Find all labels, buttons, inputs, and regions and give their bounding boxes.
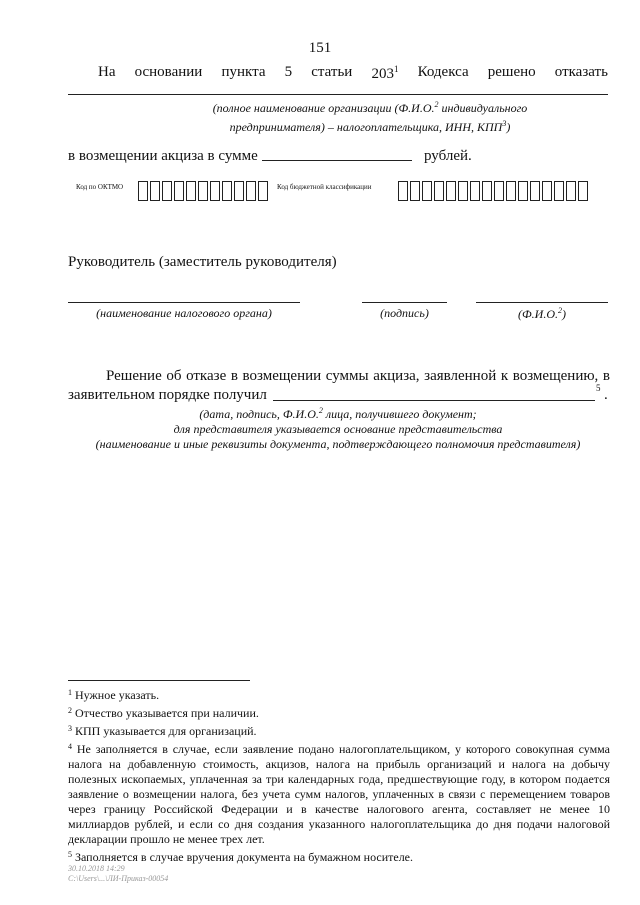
footnotes	[68, 685, 610, 865]
footnote-ref: 5	[596, 383, 601, 393]
signature-note: (подпись)	[380, 306, 429, 320]
oktmo-cells[interactable]	[138, 181, 268, 201]
organization-name-field[interactable]	[68, 94, 608, 95]
basis-word: отказать	[554, 64, 608, 80]
basis-word: основании	[134, 64, 203, 80]
kbk-cells[interactable]	[398, 181, 588, 201]
signature-field[interactable]	[362, 302, 447, 303]
basis-word: статьи	[311, 64, 353, 80]
basis-word: 5	[284, 64, 293, 80]
head-label: Руководитель (заместитель руководителя)	[68, 254, 337, 270]
footnote-ref: 1	[393, 64, 399, 74]
decision-basis-line	[98, 64, 608, 83]
kbk-label: Код бюджетной классификации	[277, 183, 372, 191]
basis-word: $203^1$	[371, 64, 399, 82]
refund-currency-label: рублей.	[424, 148, 472, 164]
footnote-item: $^2$ Отчество указывается при наличии.	[68, 706, 259, 720]
received-text-line2: заявительном порядке получил	[68, 387, 267, 403]
basis-word: пункта	[221, 64, 266, 80]
basis-word: Кодекса	[417, 64, 469, 80]
footnote-separator	[68, 680, 250, 681]
page-number: 151	[308, 40, 332, 56]
footnote-item: $^5$ Заполняется в случае вручения документа на бумажном носителе.	[68, 850, 414, 864]
oktmo-label: Код по ОКТМО	[76, 183, 124, 191]
refund-amount-label: в возмещении акциза в сумме	[68, 148, 258, 164]
tax-organ-note: (наименование налогового органа)	[96, 306, 272, 320]
fio-field[interactable]	[476, 302, 608, 303]
receiver-field-note: (дата, подпись, Ф.И.О.$^2$ лица, получившего документ; для представителя указывается основание представительства (наименование и иные реквизиты документа, подтверждающего полномочия представителя)	[95, 406, 581, 451]
footnote-item: $^3$ КПП указывается для организаций.	[68, 724, 257, 738]
footnote-item: $^1$ Нужное указать.	[68, 688, 160, 702]
print-stamp: 30.10.2018 14:29 C:\Users\...\ЛИ-Приказ-00054	[68, 864, 169, 883]
fio-note: (Ф.И.О.$^2$)	[518, 306, 566, 321]
period: .	[604, 387, 608, 403]
basis-word: На	[98, 64, 116, 80]
refund-amount-field[interactable]	[262, 160, 412, 161]
organization-field-note: (полное наименование организации (Ф.И.О.$^2$ индивидуального предпринимателя) – налогоплательщика, ИНН, КПП$^3$)	[212, 100, 528, 134]
footnote-item: $^4$ Не заполняется в случае, если заявление подано налогоплательщиком, у которого совокупная сумма налога на добавленную стоимость, акцизов, налога на прибыль организаций и налога на добычу полезных ископаемых, уплаченная за три календарных года, предшествующие году, в котором подается заявление о возмещении налога, без учета сумм налогов, уплаченных в связи с перемещением товаров через границу Российской Федерации и в качестве налогового агента, составляет не менее 10 миллиардов рублей, и если со дня создания указанного налогоплательщика до дня подачи налоговой декларации прошло не менее трех лет.	[68, 742, 611, 846]
received-text-line1: Решение об отказе в возмещении суммы акциза, заявленной к возмещению, в	[106, 368, 610, 384]
tax-organ-field[interactable]	[68, 302, 300, 303]
receiver-field[interactable]	[273, 400, 595, 401]
basis-word: решено	[487, 64, 536, 80]
